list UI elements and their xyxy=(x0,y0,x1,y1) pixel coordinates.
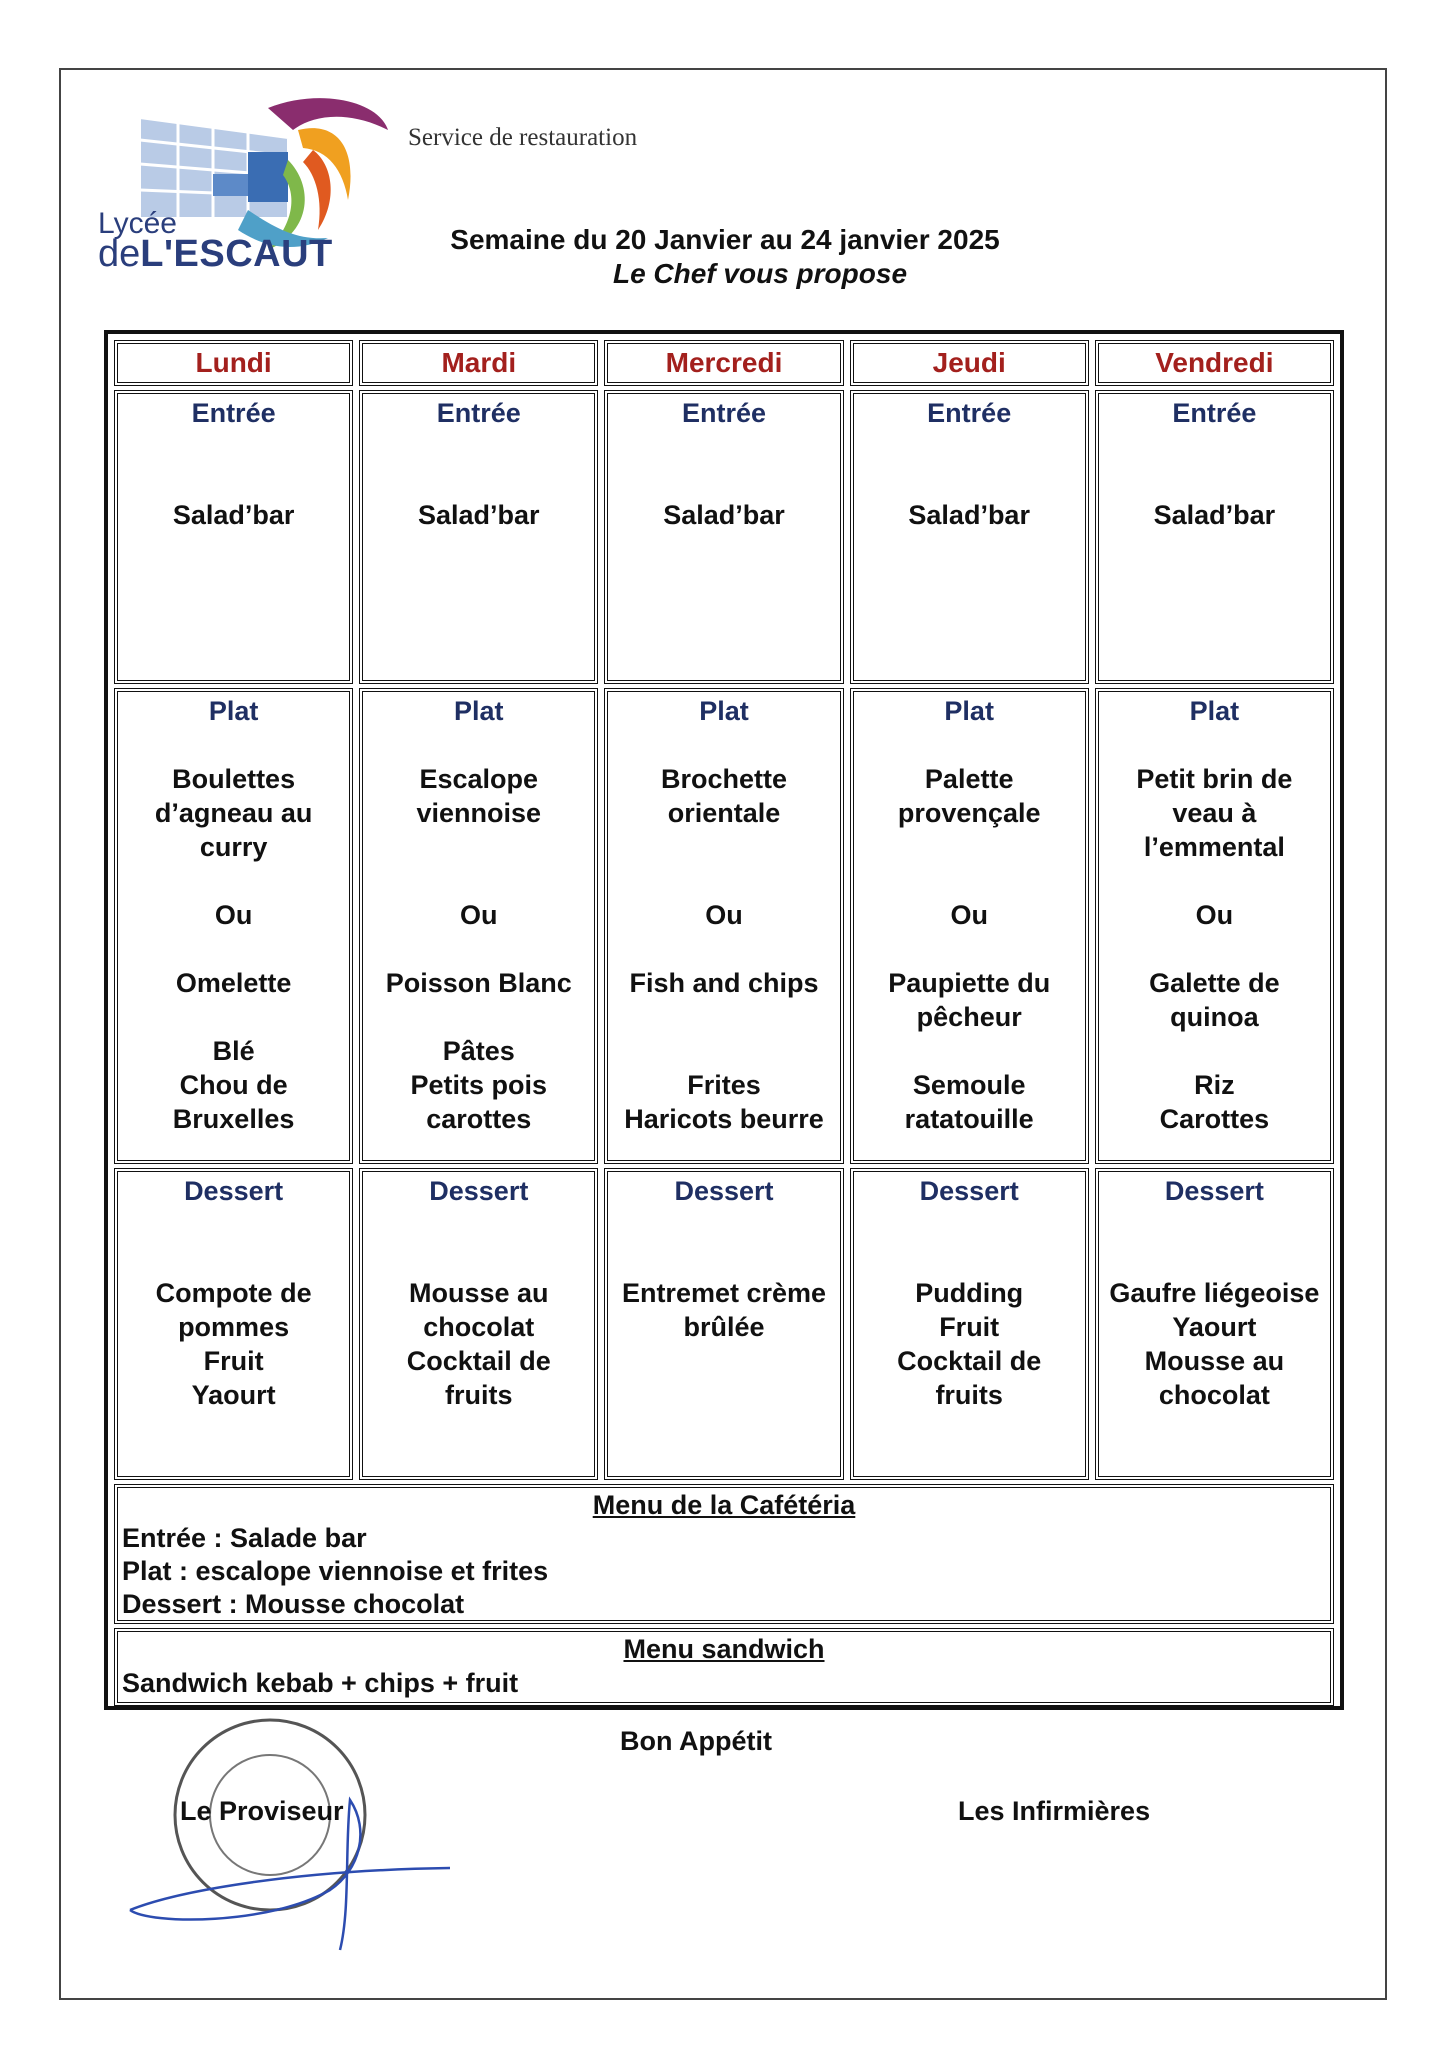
side-dish: Blé xyxy=(212,1036,255,1066)
dessert-cell xyxy=(850,1168,1089,1480)
side-dish: Semoule xyxy=(912,1070,1026,1100)
plat-alt-dish: Fish and chips xyxy=(629,968,819,998)
cafeteria-line: Plat : escalope viennoise et frites xyxy=(122,1556,549,1586)
proviseur-signature-label: Le Proviseur xyxy=(180,1796,344,1826)
side-dish: Chou de xyxy=(179,1070,288,1100)
entree-heading: Entrée xyxy=(436,398,521,428)
dessert-heading: Dessert xyxy=(429,1176,529,1206)
plat-or: Ou xyxy=(950,900,988,930)
side-dish: ratatouille xyxy=(904,1104,1034,1134)
plat-main-dish: viennoise xyxy=(416,798,542,828)
side-dish: Bruxelles xyxy=(172,1104,295,1134)
dessert-item: Yaourt xyxy=(1172,1312,1257,1342)
entree-cell xyxy=(604,390,843,684)
dessert-item: chocolat xyxy=(423,1312,535,1342)
entree-heading: Entrée xyxy=(191,398,276,428)
entree-cell xyxy=(850,390,1089,684)
plat-or: Ou xyxy=(1195,900,1234,930)
cafeteria-line: Dessert : Mousse chocolat xyxy=(122,1589,465,1619)
dessert-item: pommes xyxy=(178,1312,290,1342)
side-dish: carottes xyxy=(426,1104,532,1134)
plat-alt-dish: quinoa xyxy=(1170,1002,1259,1032)
day-header: Jeudi xyxy=(850,340,1089,386)
entree-dish: Salad’bar xyxy=(172,500,295,530)
entree-dish: Salad’bar xyxy=(1153,500,1276,530)
entree-cell xyxy=(114,390,353,684)
dessert-heading: Dessert xyxy=(919,1176,1019,1206)
dessert-item: brûlée xyxy=(683,1312,765,1342)
week-title: Semaine du 20 Janvier au 24 janvier 2025 xyxy=(450,224,1000,255)
plat-main-dish: orientale xyxy=(667,798,781,828)
plat-heading: Plat xyxy=(208,696,259,726)
cafeteria-menu xyxy=(114,1484,1334,1624)
menu-grid xyxy=(114,340,1334,1480)
dessert-item: Cocktail de xyxy=(897,1346,1042,1376)
plat-main-dish: l’emmental xyxy=(1143,832,1285,862)
day-header: Lundi xyxy=(114,340,353,386)
entree-heading: Entrée xyxy=(1172,398,1257,428)
side-dish: Haricots beurre xyxy=(624,1104,824,1134)
side-dish: Pâtes xyxy=(442,1036,515,1066)
dessert-cell xyxy=(359,1168,598,1480)
entree-heading: Entrée xyxy=(927,398,1012,428)
plat-cell xyxy=(850,688,1089,1164)
plat-main-dish: provençale xyxy=(897,798,1041,828)
weekly-menu-table xyxy=(104,330,1344,1710)
plat-heading: Plat xyxy=(1189,696,1240,726)
plat-or: Ou xyxy=(214,900,253,930)
dessert-item: Compote de xyxy=(155,1278,312,1308)
plat-heading: Plat xyxy=(454,696,504,726)
dessert-item: Mousse au xyxy=(1144,1346,1285,1376)
plat-cell xyxy=(1095,688,1334,1164)
entree-heading: Entrée xyxy=(681,398,767,428)
dessert-item: Mousse au xyxy=(409,1278,549,1308)
infirmieres-label: Les Infirmières xyxy=(958,1796,1151,1826)
plat-main-dish: Brochette xyxy=(660,764,787,794)
dessert-cell xyxy=(1095,1168,1334,1480)
sandwich-title: Menu sandwich xyxy=(623,1634,825,1664)
cafeteria-title: Menu de la Cafétéria xyxy=(592,1490,856,1520)
sandwich-line: Sandwich kebab + chips + fruit xyxy=(122,1668,519,1698)
dessert-item: Yaourt xyxy=(191,1380,276,1410)
dessert-cell xyxy=(114,1168,353,1480)
bon-appetit: Bon Appétit xyxy=(620,1726,772,1756)
side-dish: Carottes xyxy=(1159,1104,1270,1134)
dessert-heading: Dessert xyxy=(674,1176,774,1206)
plat-or: Ou xyxy=(460,900,498,930)
chef-subtitle: Le Chef vous propose xyxy=(612,258,908,289)
dessert-item: Fruit xyxy=(939,1312,1000,1342)
side-dish: Frites xyxy=(687,1070,761,1100)
logo-wordmark: Lycée deL'ESCAUT xyxy=(98,207,333,275)
entree-dish: Salad’bar xyxy=(663,500,785,530)
plat-alt-dish: Poisson Blanc xyxy=(385,968,572,998)
dessert-heading: Dessert xyxy=(184,1176,284,1206)
dessert-item: Entremet crème xyxy=(621,1278,827,1308)
service-label: Service de restauration xyxy=(408,124,638,151)
dessert-item: chocolat xyxy=(1158,1380,1270,1410)
dessert-item: Pudding xyxy=(915,1278,1024,1308)
side-dish: Petits pois xyxy=(410,1070,548,1100)
plat-cell xyxy=(114,688,353,1164)
plat-main-dish: Boulettes xyxy=(172,764,296,794)
day-header: Mardi xyxy=(359,340,598,386)
plat-heading: Plat xyxy=(944,696,994,726)
dessert-item: Gaufre liégeoise xyxy=(1109,1278,1320,1308)
plat-heading: Plat xyxy=(699,696,749,726)
plat-main-dish: Palette xyxy=(924,764,1014,794)
day-header: Mercredi xyxy=(604,340,843,386)
plat-alt-dish: Paupiette du xyxy=(888,968,1051,998)
dessert-heading: Dessert xyxy=(1164,1176,1264,1206)
entree-cell xyxy=(1095,390,1334,684)
plat-main-dish: curry xyxy=(199,832,268,862)
official-stamp xyxy=(120,1710,480,1960)
cafeteria-line: Entrée : Salade bar xyxy=(122,1523,367,1553)
plat-main-dish: d’agneau au xyxy=(154,798,313,828)
plat-main-dish: Escalope xyxy=(419,764,539,794)
dessert-item: Fruit xyxy=(203,1346,264,1376)
plat-main-dish: Petit brin de xyxy=(1136,764,1293,794)
entree-dish: Salad’bar xyxy=(418,500,540,530)
entree-dish: Salad’bar xyxy=(908,500,1030,530)
plat-cell xyxy=(604,688,843,1164)
side-dish: Riz xyxy=(1194,1070,1235,1100)
day-header: Vendredi xyxy=(1095,340,1334,386)
plat-or: Ou xyxy=(705,900,743,930)
plat-cell xyxy=(359,688,598,1164)
dessert-item: fruits xyxy=(445,1380,513,1410)
plat-alt-dish: Omelette xyxy=(175,968,292,998)
dessert-item: fruits xyxy=(935,1380,1003,1410)
dessert-item: Cocktail de xyxy=(406,1346,551,1376)
plat-alt-dish: pêcheur xyxy=(916,1002,1022,1032)
dessert-cell xyxy=(604,1168,843,1480)
plat-main-dish: veau à xyxy=(1172,798,1257,828)
plat-alt-dish: Galette de xyxy=(1149,968,1280,998)
entree-cell xyxy=(359,390,598,684)
sandwich-menu xyxy=(114,1628,1334,1706)
